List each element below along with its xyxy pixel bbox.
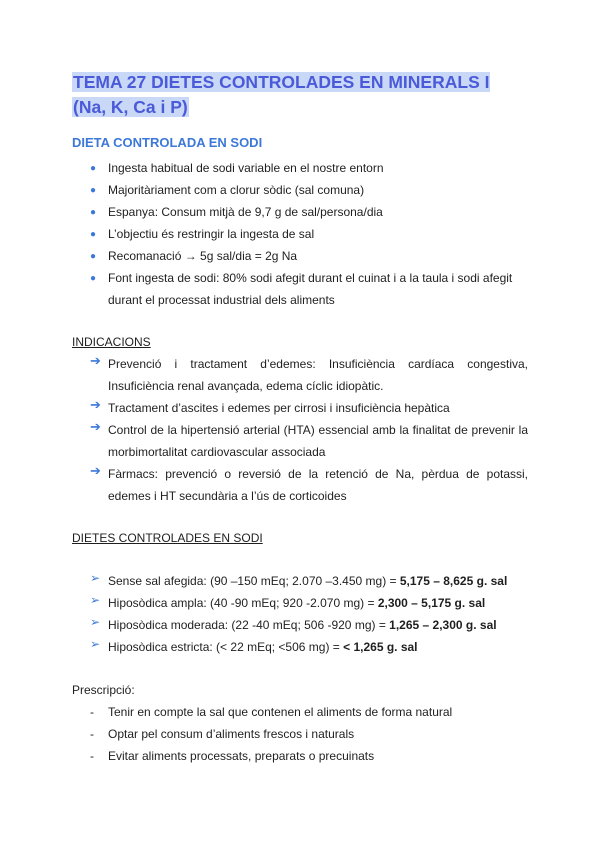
dash-bullet: - — [90, 705, 94, 719]
bullet-icon: ● — [90, 163, 97, 174]
arrow-icon: ➔ — [90, 353, 101, 368]
list-item: Ingesta habitual de sodi variable en el nostre entorn — [108, 161, 384, 175]
diet-value: 1,265 – 2,300 g. sal — [389, 618, 497, 632]
triangle-arrow-icon: ➢ — [90, 593, 101, 607]
list-item: Majoritàriament com a clorur sòdic (sal comuna) — [108, 183, 365, 197]
diet-detail: (< 22 mEq; <506 mg) = — [212, 640, 344, 654]
section-heading-indicacions: INDICACIONS — [72, 335, 151, 349]
list-item: Evitar aliments processats, preparats o precuinats — [108, 749, 375, 763]
dash-bullet: - — [90, 749, 94, 763]
list-item: Fàrmacs: prevenció o reversió de la retenció de Na, pèrdua de potassi, — [108, 467, 528, 481]
diet-label: Sense sal afegida: — [108, 574, 207, 588]
list-item-continuation: edemes i HT secundària a l’ús de corticoides — [108, 489, 347, 503]
list-item: Tenir en compte la sal que contenen el aliments de forma natural — [108, 705, 453, 719]
list-item-continuation: durant el processat industrial dels aliments — [108, 293, 335, 307]
diet-label: Hiposòdica ampla: — [108, 596, 207, 610]
list-item: Optar pel consum d’aliments frescos i naturals — [108, 727, 355, 741]
list-item: Font ingesta de sodi: 80% sodi afegit durant el cuinat i a la taula i sodi afegit — [108, 271, 513, 285]
arrow-icon: ➔ — [90, 397, 101, 412]
arrow-icon: ➔ — [90, 463, 101, 478]
bullet-icon: ● — [90, 207, 97, 218]
triangle-arrow-icon: ➢ — [90, 571, 101, 585]
bullet-icon: ● — [90, 229, 97, 240]
title-line-1: TEMA 27 DIETES CONTROLADES EN MINERALS I — [73, 72, 490, 92]
arrow-icon: ➔ — [90, 419, 101, 434]
list-item: Control de la hipertensió arterial (HTA) essencial amb la finalitat de prevenir la — [108, 423, 528, 437]
diet-value: 5,175 – 8,625 g. sal — [399, 574, 508, 588]
diet-value: 2,300 – 5,175 g. sal — [377, 596, 486, 610]
page-title — [72, 70, 530, 120]
section-heading-dieta: DIETA CONTROLADA EN SODI — [72, 135, 263, 150]
list-item: Prevenció i tractament d’edemes: Insuficiència cardíaca congestiva, — [108, 357, 528, 371]
list-item-continuation: Insuficiència renal avançada, edema cíclic idiopàtic. — [108, 379, 384, 393]
bullet-icon: ● — [90, 185, 97, 196]
diet-value: < 1,265 g. sal — [343, 640, 418, 654]
triangle-arrow-icon: ➢ — [90, 637, 101, 651]
bullet-icon: ● — [90, 273, 97, 284]
diet-label: Hiposòdica estricta: — [108, 640, 213, 654]
list-item: L’objectiu és restringir la ingesta de sal — [108, 227, 315, 241]
list-item: Recomanació → 5g sal/dia = 2g Na — [108, 249, 298, 263]
list-item: Tractament d’ascites i edemes per cirrosi i insuficiència hepàtica — [108, 401, 450, 415]
dash-bullet: - — [90, 727, 94, 741]
section-heading-dietes: DIETES CONTROLADES EN SODI — [72, 531, 263, 545]
section-heading-prescripcio: Prescripció: — [72, 683, 135, 697]
diet-detail: (22 -40 mEq; 506 -920 mg) = — [228, 618, 390, 632]
diet-label: Hiposòdica moderada: — [108, 618, 229, 632]
diet-detail: (40 -90 mEq; 920 -2.070 mg) = — [206, 596, 378, 610]
diet-row — [108, 614, 497, 636]
diet-row — [108, 636, 418, 658]
diet-detail: (90 –150 mEq; 2.070 –3.450 mg) = — [206, 574, 400, 588]
bullet-icon: ● — [90, 251, 97, 262]
title-line-2: (Na, K, Ca i P) — [73, 97, 188, 117]
list-item-continuation: morbimortalitat cardiovascular associada — [108, 445, 326, 459]
diet-row — [108, 570, 507, 592]
list-item: Espanya: Consum mitjà de 9,7 g de sal/persona/dia — [108, 205, 383, 219]
triangle-arrow-icon: ➢ — [90, 615, 101, 629]
diet-row — [108, 592, 485, 614]
